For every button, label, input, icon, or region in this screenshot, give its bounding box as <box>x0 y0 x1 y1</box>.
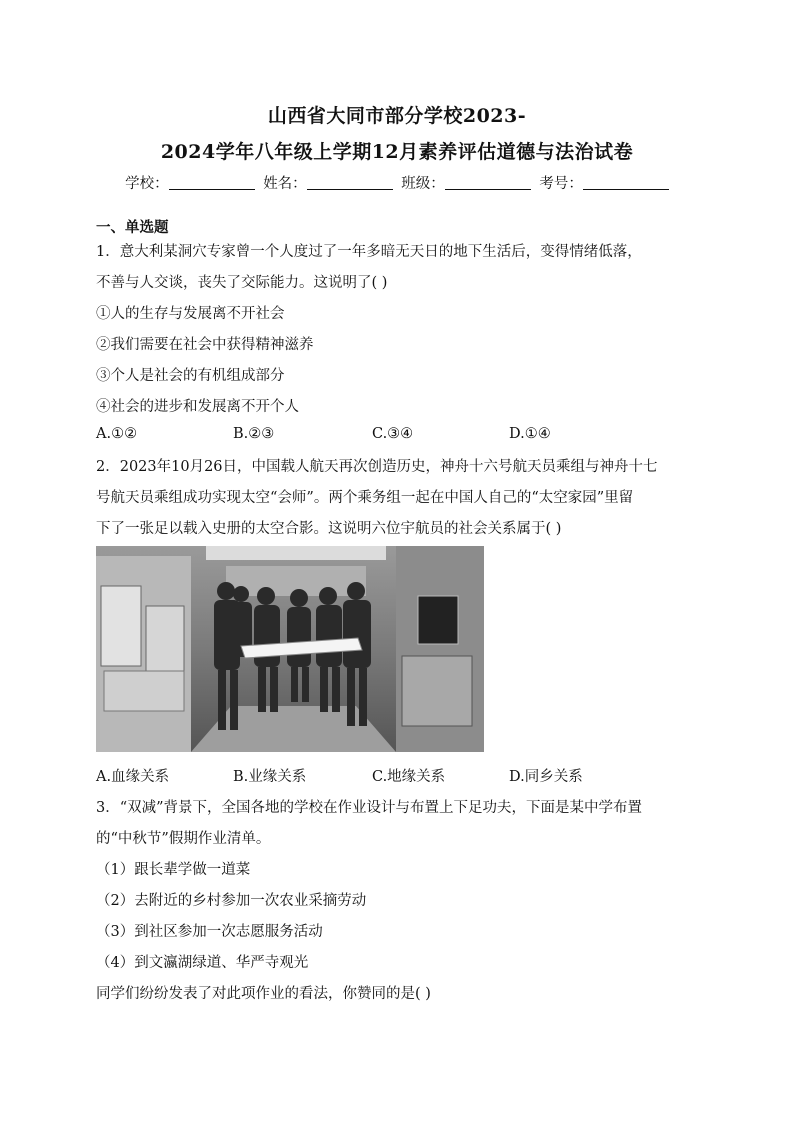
q3-stem-last: 同学们纷纷发表了对此项作业的看法，你赞同的是( ) <box>96 986 431 1002</box>
exam-title-line1: 山西省大同市部分学校2023- <box>267 105 527 127</box>
q2-option-c[interactable]: C.地缘关系 <box>372 769 446 785</box>
name-field <box>263 172 393 193</box>
q1-item-2: ②我们需要在社会中获得精神滋养 <box>96 337 314 353</box>
q2-option-d[interactable]: D.同乡关系 <box>509 769 583 785</box>
q2-option-b[interactable]: B.业缘关系 <box>233 769 307 785</box>
q1-option-b[interactable]: B.②③ <box>233 426 275 442</box>
name-label: 姓名： <box>263 176 307 192</box>
q1-stem-line1: 1．意大利某洞穴专家曾一个人度过了一年多暗无天日的地下生活后，变得情绪低落， <box>96 244 642 260</box>
q3-item-2: （2）去附近的乡村参加一次农业采摘劳动 <box>96 893 367 909</box>
school-label: 学校： <box>125 176 169 192</box>
q3-item-1: （1）跟长辈学做一道菜 <box>96 862 251 878</box>
class-field <box>401 172 531 193</box>
class-blank[interactable] <box>445 175 531 190</box>
q2-option-a[interactable]: A.血缘关系 <box>96 769 170 785</box>
q2-stem-line3: 下了一张足以载入史册的太空合影。这说明六位宇航员的社会关系属于( ) <box>96 521 562 537</box>
q3-stem-line1: 3．“双减”背景下，全国各地的学校在作业设计与布置上下足功夫，下面是某中学布置 <box>96 800 643 816</box>
section-heading: 一、单选题 <box>96 219 169 236</box>
astronaut-group-image <box>96 546 484 752</box>
q2-stem-line2: 号航天员乘组成功实现太空“会师”。两个乘务组一起在中国人自己的“太空家园”里留 <box>96 490 634 506</box>
exam-number-blank[interactable] <box>583 175 669 190</box>
q1-stem-line2: 不善与人交谈，丧失了交际能力。这说明了( ) <box>96 275 388 291</box>
q1-item-1: ①人的生存与发展离不开社会 <box>96 306 285 322</box>
school-field <box>125 172 255 193</box>
q3-item-3: （3）到社区参加一次志愿服务活动 <box>96 924 323 940</box>
q2-stem-line1: 2．2023年10月26日，中国载人航天再次创造历史，神舟十六号航天员乘组与神舟十七 <box>96 459 658 475</box>
q3-item-4: （4）到文瀛湖绿道、华严寺观光 <box>96 955 309 971</box>
q1-item-3: ③个人是社会的有机组成部分 <box>96 368 285 384</box>
q1-option-a[interactable]: A.①② <box>96 426 138 442</box>
student-info-row <box>0 172 794 193</box>
school-blank[interactable] <box>169 175 255 190</box>
q1-item-4: ④社会的进步和发展离不开个人 <box>96 399 299 415</box>
space-station-photo <box>96 546 484 752</box>
q1-option-c[interactable]: C.③④ <box>372 426 414 442</box>
q3-stem-line2: 的“中秋节”假期作业清单。 <box>96 831 271 847</box>
class-label: 班级： <box>401 176 445 192</box>
exam-number-field <box>539 172 669 193</box>
exam-title-line2: 2024学年八年级上学期12月素养评估道德与法治试卷 <box>160 141 634 163</box>
exam-number-label: 考号： <box>539 176 583 192</box>
q1-option-d[interactable]: D.①④ <box>509 426 551 442</box>
name-blank[interactable] <box>307 175 393 190</box>
